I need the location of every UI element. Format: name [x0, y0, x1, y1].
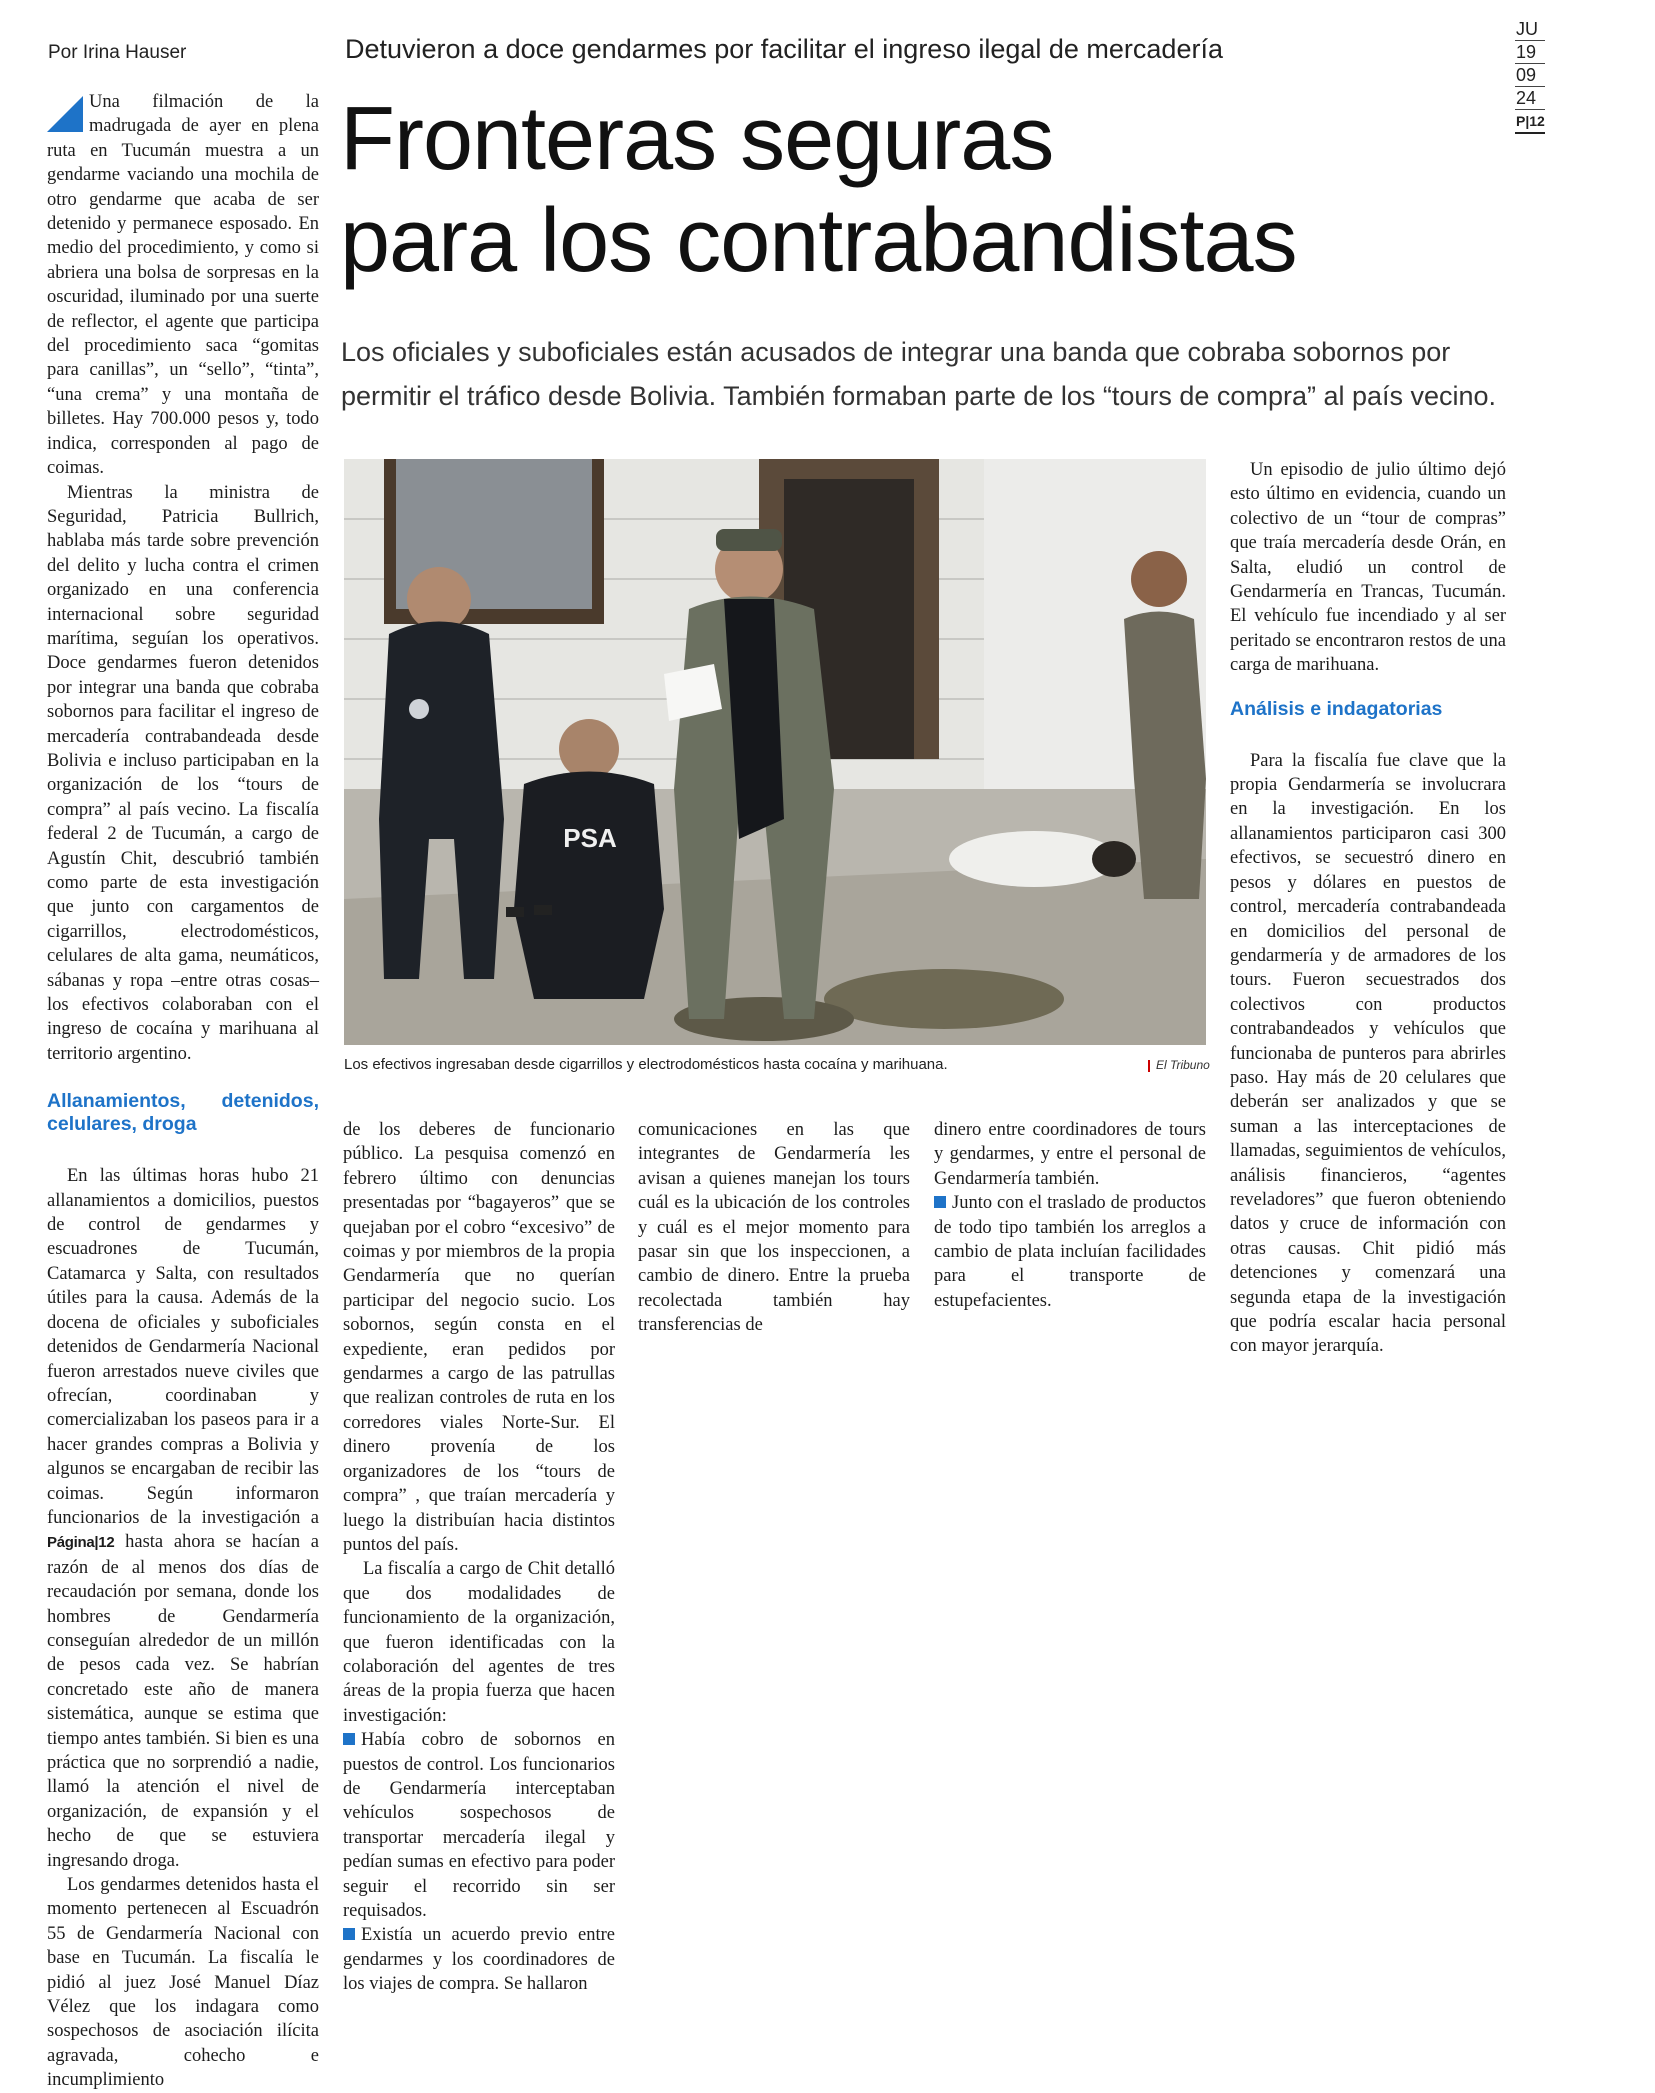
date-day-abbr: JU — [1515, 18, 1545, 41]
col2-bullet-1 — [343, 1728, 615, 1923]
col3-p1: comunicaciones en las que integrantes de Gendarmería les avisan a quienes manejan los tours cuál es la ubicación de los controles y cuál es el mejor momento para pasar sin que los inspeccionen, a cambio de dinero. Entre la prueba recolectada también hay transferencias de — [638, 1120, 910, 1336]
col1-p3-text-a: En las últimas horas hubo 21 allanamientos a domicilios, puestos de control de gendarmes y escuadrones de Tucumán, Catamarca y Salta, con resultados útiles para la causa. Además de la docena de oficiales y suboficiales detenidos de Gendarmería Nacional fueron arrestados nueve civiles que ofrecían, coordinaban y comercializaban los paseos para ir a hacer grandes compras a Bolivia y algunos se encargaban de recibir las coimas. Según informaron funcionarios de la investigación a — [47, 1166, 319, 1528]
col5-p2: Para la fiscalía fue clave que la propia Gendarmería se involucrara en la investigación. En los allanamientos participaron casi 300 efectivos, se secuestró dinero en pesos y dólares en puestos de control, mercadería contrabandeada en domicilios del personal de gendarmería y de armadores de los tours. Fueron secuestrados dos colectivos con productos contrabandeados y vehículos que funcionaba de punteros para abrirles paso. Hay más de 20 celulares que deberán ser analizados y que se suman a las interceptaciones de llamadas, seguimientos de vehículos, análisis financieros, “agentes reveladores” que fueron obteniendo datos y cruce de información con otras causas. Chit pidió más detenciones y comenzará una segunda etapa de la investigación que podría escalar hacia personal con mayor jerarquía. — [1230, 750, 1506, 1357]
col5-subhead: Análisis e indagatorias — [1230, 697, 1443, 720]
col1-p2: Mientras la ministra de Seguridad, Patricia Bullrich, hablaba más tarde sobre prevención del delito y lucha contra el crimen organizado en una conferencia internacional sobre seguridad marítima, seguían los operativos. Doce gendarmes fueron detenidos por integrar una banda que cobraba sobornos para facilitar el ingreso de mercadería contrabandeada desde Bolivia e incluso participaban en la organización de los “tours de compra” al país vecino. La fiscalía federal 2 de Tucumán, a cargo de Agustín Chit, descubrió también como parte de esta investigación que junto con cargamentos de cigarrillos, electrodomésticos, celulares de alta gama, neumáticos, sábanas y ropa –entre otras cosas– los efectivos colaboraban con el ingreso de cocaína y marihuana al territorio argentino. — [47, 482, 319, 1064]
photo-caption: Los efectivos ingresaban desde cigarrillos y electrodomésticos hasta cocaína y marihuana. — [344, 1056, 948, 1073]
vest-label: PSA — [563, 823, 617, 853]
headline-line1: Fronteras seguras — [340, 89, 1054, 189]
col1-p1 — [47, 90, 319, 481]
col4-bullet-1 — [934, 1191, 1206, 1313]
col4-bullet-1-text: Junto con el traslado de productos de todo tipo también los arreglos a cambio de plata incluían facilidades para el transporte de estupefacientes. — [934, 1193, 1206, 1311]
col2-bullet-2 — [343, 1923, 615, 1996]
headline — [340, 88, 1480, 292]
dropcap-triangle-icon — [47, 96, 83, 132]
photo-credit-text: El Tribuno — [1156, 1058, 1210, 1072]
headline-line2: para los contrabandistas — [340, 191, 1297, 291]
date-month: 09 — [1515, 64, 1545, 87]
credit-bar — [1148, 1060, 1150, 1072]
col2-p2: La fiscalía a cargo de Chit detalló que dos modalidades de funcionamiento de la organización, que fueron identificadas con la colaboración del agentes de tres áreas de la propia fuerza que hacen investigación: — [343, 1559, 615, 1726]
column-1 — [47, 90, 319, 2093]
date-strip — [1515, 18, 1545, 134]
col2-bullet-1-text: Había cobro de sobornos en puestos de control. Los funcionarios de Gendarmería interceptaban vehículos sospechosos de transportar mercadería ilegal y pedían sumas en efectivo para poder seguir el recorrido sin ser requisados. — [343, 1730, 615, 1921]
column-2 — [343, 1118, 615, 1997]
column-3 — [638, 1118, 910, 1338]
col1-p1-text: Una filmación de la madrugada de ayer en plena ruta en Tucumán muestra a un gendarme vaciando una mochila de otro gendarme que acaba de ser detenido y permanece esposado. En medio del procedimiento, y como si abriera una bolsa de sorpresas en la oscuridad, iluminado por una suerte de reflector, el agente que participa del procedimiento saca “gomitas para canillas”, un “sello”, “tinta”, “una crema” y una montaña de billetes. Hay 700.000 pesos y, todo indica, corresponden al pago de coimas. — [47, 92, 319, 479]
date-day: 19 — [1515, 41, 1545, 64]
pagina12-logo: Página|12 — [47, 1534, 115, 1552]
bullet-square-icon — [934, 1196, 946, 1208]
col1-p3 — [47, 1164, 319, 1873]
photo-credit — [1148, 1058, 1210, 1072]
byline: Por Irina Hauser — [48, 42, 187, 63]
col2-p1: de los deberes de funcionario público. La pesquisa comenzó en febrero último con denuncias presentadas por “bagayeros” que se quejaban por el cobro “excesivo” de coimas y por miembros de la propia Gendarmería que no querían participar del negocio sucio. Los sobornos, según consta en el expediente, eran pedidos por gendarmes a cargo de las patrullas que realizan controles de ruta en los corredores viales Norte-Sur. El dinero provenía de los organizadores de los “tours de compra” , que traían mercadería y luego la distribuían hacia distintos puntos del país. — [343, 1120, 615, 1555]
date-year: 24 — [1515, 87, 1545, 110]
article-photo — [344, 459, 1206, 1045]
col4-p1: dinero entre coordinadores de tours y gendarmes, y entre el personal de Gendarmería también. — [934, 1120, 1206, 1189]
bullet-square-icon — [343, 1928, 355, 1940]
page-number: P|12 — [1515, 110, 1545, 134]
bullet-square-icon — [343, 1733, 355, 1745]
lede: Los oficiales y suboficiales están acusados de integrar una banda que cobraba sobornos por permitir el tráfico desde Bolivia. También formaban parte de los “tours de compra” al país vecino. — [341, 337, 1497, 411]
col5-p1: Un episodio de julio último dejó esto último en evidencia, cuando un colectivo de un “tour de compras” que traía mercadería desde Orán, en Salta, eludió un control de Gendarmería en Trancas, Tucumán. El vehículo fue incendiado y al ser peritado se encontraron restos de una carga de marihuana. — [1230, 460, 1506, 676]
col1-p4: Los gendarmes detenidos hasta el momento pertenecen al Escuadrón 55 de Gendarmería Nacional con base en Tucumán. La fiscalía le pidió al juez José Manuel Díaz Vélez que los indagara como sospechosos de asociación ilícita agravada, cohecho e incumplimiento — [47, 1875, 319, 2091]
col1-p3-text-b: hasta ahora se hacían a razón de al menos dos días de recaudación por semana, donde los hombres de Gendarmería conseguían alrededor de un millón de pesos cada vez. Se habrían concretado este año de manera sistemática, aunque se estima que tiempo antes también. Si bien es una práctica que no sorprendió a nadie, llamó la atención el nivel de organización, de expansión y el hecho de que se estuviera ingresando droga. — [47, 1532, 319, 1871]
column-4 — [934, 1118, 1206, 1313]
column-5 — [1230, 458, 1506, 1359]
kicker: Detuvieron a doce gendarmes por facilitar el ingreso ilegal de mercadería — [345, 34, 1223, 64]
col1-subhead: Allanamientos, detenidos, celulares, droga — [47, 1090, 319, 1136]
col2-bullet-2-text: Existía un acuerdo previo entre gendarmes y los coordinadores de los viajes de compra. Se hallaron — [343, 1925, 615, 1995]
photo-illustration — [344, 459, 1206, 1045]
